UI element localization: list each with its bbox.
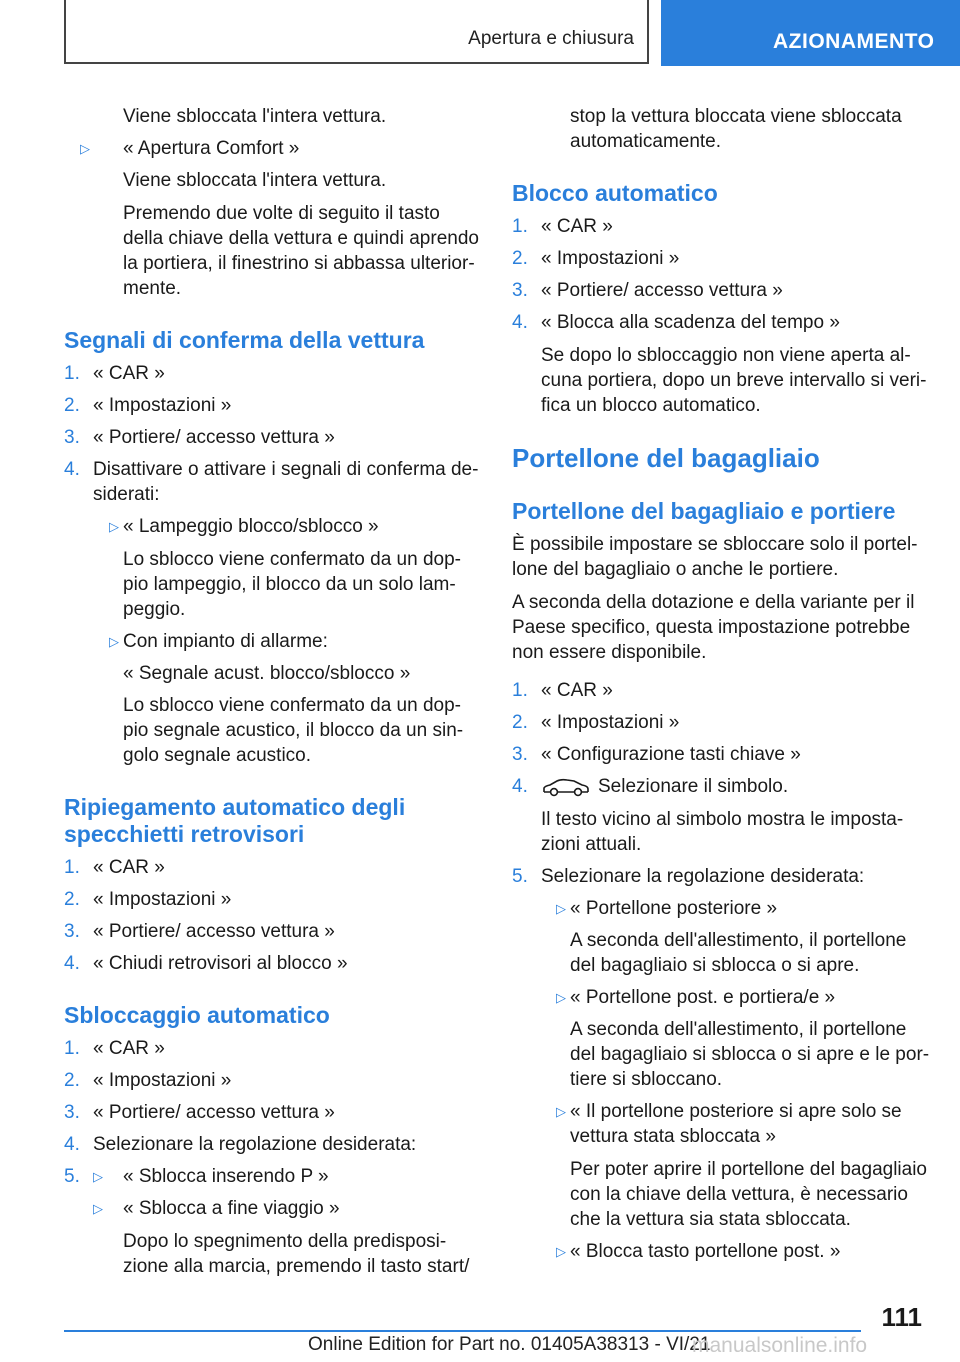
list-item: vettura stata sbloccata » (570, 1126, 776, 1147)
list-item: « Chiudi retrovisori al blocco » (93, 953, 348, 974)
bullet-icon: ▷ (556, 1104, 566, 1119)
list-number: 4. (512, 776, 528, 797)
list-item: « Impostazioni » (541, 248, 680, 269)
paragraph-line: lone del bagagliaio o anche le portiere. (512, 559, 839, 580)
paragraph-line: pio lampeggio, il blocco da un solo lam- (123, 574, 456, 595)
paragraph-line: peggio. (123, 599, 186, 620)
list-number: 2. (64, 395, 80, 416)
list-number: 4. (64, 953, 80, 974)
paragraph-line: Premendo due volte di seguito il tasto (123, 203, 440, 224)
paragraph-line: cuna portiera, dopo un breve intervallo si veri- (541, 370, 927, 391)
list-number: 2. (512, 712, 528, 733)
list-number: 2. (512, 248, 528, 269)
list-item: « Lampeggio blocco/sblocco » (123, 516, 379, 537)
bullet-icon: ▷ (556, 990, 566, 1005)
list-number: 2. (64, 889, 80, 910)
paragraph-line: tiere si sbloccano. (570, 1069, 723, 1090)
list-item: « Sblocca a fine viaggio » (123, 1198, 340, 1219)
bullet-icon: ▷ (556, 1244, 566, 1259)
heading-portellone: Portellone del bagagliaio (512, 443, 820, 473)
list-item: « Apertura Comfort » (123, 138, 300, 159)
paragraph-line: zione alla marcia, premendo il tasto start/ (123, 1256, 470, 1277)
page-number: 111 (881, 1302, 922, 1332)
paragraph-line: A seconda dell'allestimento, il portellone (570, 930, 907, 951)
bullet-icon: ▷ (93, 1201, 103, 1216)
list-item: « CAR » (93, 363, 165, 384)
paragraph-line: non essere disponibile. (512, 642, 707, 663)
list-item: « Portiere/ accesso vettura » (93, 921, 335, 942)
list-number: 1. (64, 1038, 80, 1059)
bullet-icon: ▷ (556, 901, 566, 916)
paragraph-line: È possibile impostare se sbloccare solo il portel- (512, 534, 918, 555)
footer-divider (64, 1330, 861, 1332)
list-item: siderati: (93, 484, 160, 505)
list-item: « Impostazioni » (93, 1070, 232, 1091)
heading-portellone-portiere: Portellone del bagagliaio e portiere (512, 498, 896, 524)
paragraph-line: automaticamente. (570, 131, 722, 152)
list-item: « Portellone posteriore » (570, 898, 778, 919)
list-item: « Portiere/ accesso vettura » (541, 280, 783, 301)
list-number: 1. (64, 363, 80, 384)
heading-ripiegamento: Ripiegamento automatico degli (64, 794, 406, 820)
paragraph-line: del bagagliaio si sblocca o si apre e le por- (570, 1044, 930, 1065)
paragraph-line: Lo sblocco viene confermato da un dop- (123, 549, 461, 570)
bullet-icon: ▷ (109, 634, 119, 649)
list-item: Disattivare o attivare i segnali di conferma de- (93, 459, 479, 480)
paragraph-line: Dopo lo spegnimento della predisposi- (123, 1231, 447, 1252)
list-number: 3. (512, 744, 528, 765)
paragraph-line: con la chiave della vettura, è necessario (570, 1184, 908, 1205)
list-item: « Portiere/ accesso vettura » (93, 1102, 335, 1123)
list-number: 2. (64, 1070, 80, 1091)
paragraph-line: che la vettura sia stata sbloccata. (570, 1209, 851, 1230)
list-item: « Portiere/ accesso vettura » (93, 427, 335, 448)
watermark: manualsonline.info (692, 1334, 868, 1357)
heading-ripiegamento: specchietti retrovisori (64, 821, 305, 847)
list-number: 5. (512, 866, 528, 887)
list-item: « CAR » (93, 1038, 165, 1059)
paragraph-line: Se dopo lo sbloccaggio non viene aperta al- (541, 345, 911, 366)
list-number: 3. (64, 1102, 80, 1123)
header-chapter-tab[interactable]: AZIONAMENTO (661, 0, 960, 66)
paragraph-line: A seconda dell'allestimento, il portellone (570, 1019, 907, 1040)
paragraph-line: golo segnale acustico. (123, 745, 312, 766)
list-item: « Impostazioni » (93, 395, 232, 416)
paragraph-line: stop la vettura bloccata viene sbloccata (570, 106, 902, 127)
paragraph-line: Paese specifico, questa impostazione potrebbe (512, 617, 911, 638)
text-line: Viene sbloccata l'intera vettura. (123, 170, 387, 191)
heading-sbloccaggio: Sbloccaggio automatico (64, 1002, 330, 1028)
heading-blocco: Blocco automatico (512, 180, 718, 206)
list-number: 3. (64, 921, 80, 942)
list-item: « Impostazioni » (541, 712, 680, 733)
list-number: 4. (512, 312, 528, 333)
bullet-icon: ▷ (93, 1169, 103, 1184)
text-line: Viene sbloccata l'intera vettura. (123, 106, 387, 127)
footer-edition: Online Edition for Part no. 01405A38313 - VI/21 (308, 1334, 711, 1355)
paragraph-line: A seconda della dotazione e della variante per il (512, 592, 915, 613)
list-item: « Configurazione tasti chiave » (541, 744, 801, 765)
paragraph-line: della chiave della vettura e quindi aprendo (123, 228, 479, 249)
paragraph-line: zioni attuali. (541, 834, 642, 855)
paragraph-line: Lo sblocco viene confermato da un dop- (123, 695, 461, 716)
heading-segnali: Segnali di conferma della vettura (64, 327, 425, 353)
paragraph-line: pio segnale acustico, il blocco da un sin- (123, 720, 464, 741)
list-number: 1. (512, 216, 528, 237)
list-item: « Impostazioni » (93, 889, 232, 910)
list-item: « CAR » (541, 680, 613, 701)
list-number: 3. (512, 280, 528, 301)
list-item: Selezionare la regolazione desiderata: (541, 866, 865, 887)
list-number: 3. (64, 427, 80, 448)
list-number: 1. (512, 680, 528, 701)
paragraph-line: fica un blocco automatico. (541, 395, 761, 416)
bullet-icon: ▷ (80, 141, 90, 156)
header-section-title: Apertura e chiusura (468, 28, 634, 49)
bullet-icon: ▷ (109, 519, 119, 534)
list-item: Con impianto di allarme: (123, 631, 328, 652)
list-number: 4. (64, 1134, 80, 1155)
list-item: « Sblocca inserendo P » (123, 1166, 329, 1187)
list-number: 4. (64, 459, 80, 480)
text-line: « Segnale acust. blocco/sblocco » (123, 663, 411, 684)
list-item: Selezionare il simbolo. (598, 776, 789, 797)
list-number: 1. (64, 857, 80, 878)
car-icon (541, 777, 591, 797)
paragraph-line: mente. (123, 278, 182, 299)
paragraph-line: Per poter aprire il portellone del bagagliaio (570, 1159, 928, 1180)
list-item: « Blocca tasto portellone post. » (570, 1241, 841, 1262)
paragraph-line: Il testo vicino al simbolo mostra le imposta- (541, 809, 904, 830)
list-item: « CAR » (93, 857, 165, 878)
list-item: « Portellone post. e portiera/e » (570, 987, 836, 1008)
list-item: « CAR » (541, 216, 613, 237)
list-number: 5. (64, 1166, 80, 1187)
list-item: « Il portellone posteriore si apre solo se (570, 1101, 902, 1122)
list-item: Selezionare la regolazione desiderata: (93, 1134, 417, 1155)
paragraph-line: la portiera, il finestrino si abbassa ulterior- (123, 253, 475, 274)
paragraph-line: del bagagliaio si sblocca o si apre. (570, 955, 860, 976)
list-item: « Blocca alla scadenza del tempo » (541, 312, 840, 333)
